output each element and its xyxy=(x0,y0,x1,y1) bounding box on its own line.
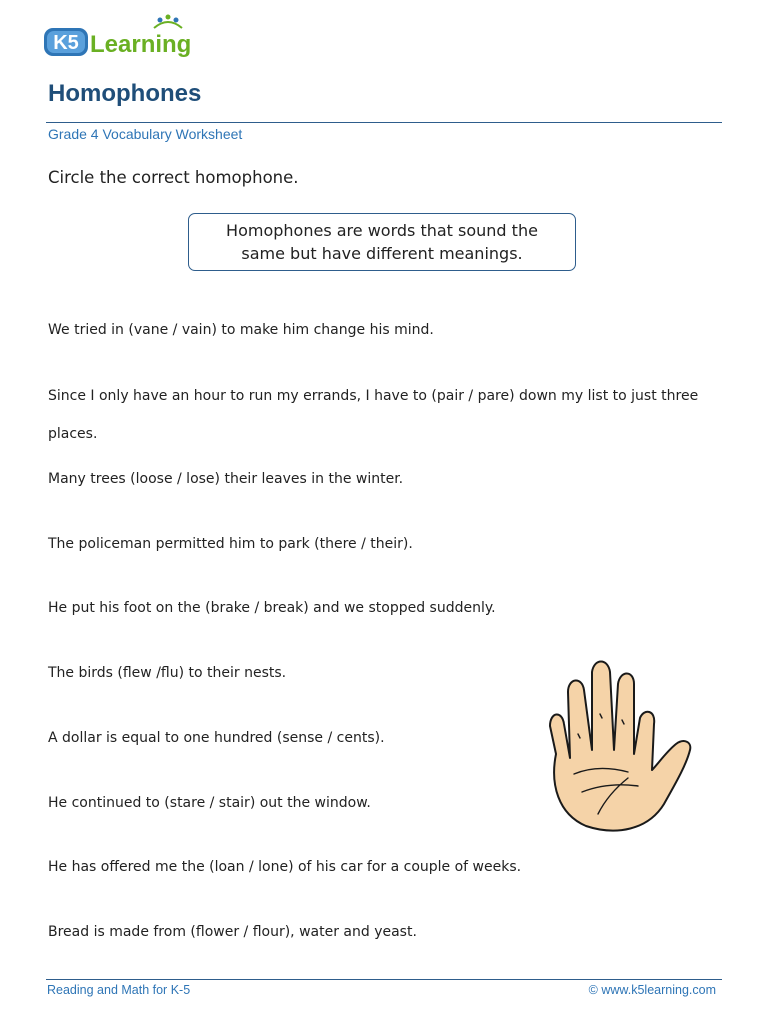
k5-learning-logo xyxy=(42,14,212,60)
svg-text:Learning: Learning xyxy=(90,31,192,58)
header-divider xyxy=(46,122,722,123)
definition-text: Homophones are words that sound the same but have different meanings. xyxy=(226,221,538,263)
svg-text:K5: K5 xyxy=(53,32,79,54)
sentence-4: The policeman permitted him to park (there / their). xyxy=(48,536,413,552)
instruction-text: Circle the correct homophone. xyxy=(48,168,299,187)
worksheet-subtitle: Grade 4 Vocabulary Worksheet xyxy=(48,126,243,142)
sentence-8: He continued to (stare / stair) out the window. xyxy=(48,795,371,811)
sentence-7: A dollar is equal to one hundred (sense / cents). xyxy=(48,730,385,746)
sentence-9: He has offered me the (loan / lone) of his car for a couple of weeks. xyxy=(48,859,522,875)
sentence-1: We tried in (vane / vain) to make him change his mind. xyxy=(48,322,434,338)
definition-box xyxy=(188,213,576,271)
footer-website-link[interactable]: © www.k5learning.com xyxy=(588,983,716,997)
sentence-10: Bread is made from (flower / flour), water and yeast. xyxy=(48,924,417,940)
footer-tagline: Reading and Math for K-5 xyxy=(47,983,191,997)
sentence-6: The birds (flew /flu) to their nests. xyxy=(48,665,287,681)
sentence-5: He put his foot on the (brake / break) and we stopped suddenly. xyxy=(48,600,496,616)
footer-divider xyxy=(46,979,722,980)
sentence-3: Many trees (loose / lose) their leaves in the winter. xyxy=(48,471,404,487)
page-title: Homophones xyxy=(48,80,202,107)
open-hand-illustration xyxy=(538,654,693,834)
sentence-2: Since I only have an hour to run my errands, I have to (pair / pare) down my list to just three places. xyxy=(48,388,699,442)
